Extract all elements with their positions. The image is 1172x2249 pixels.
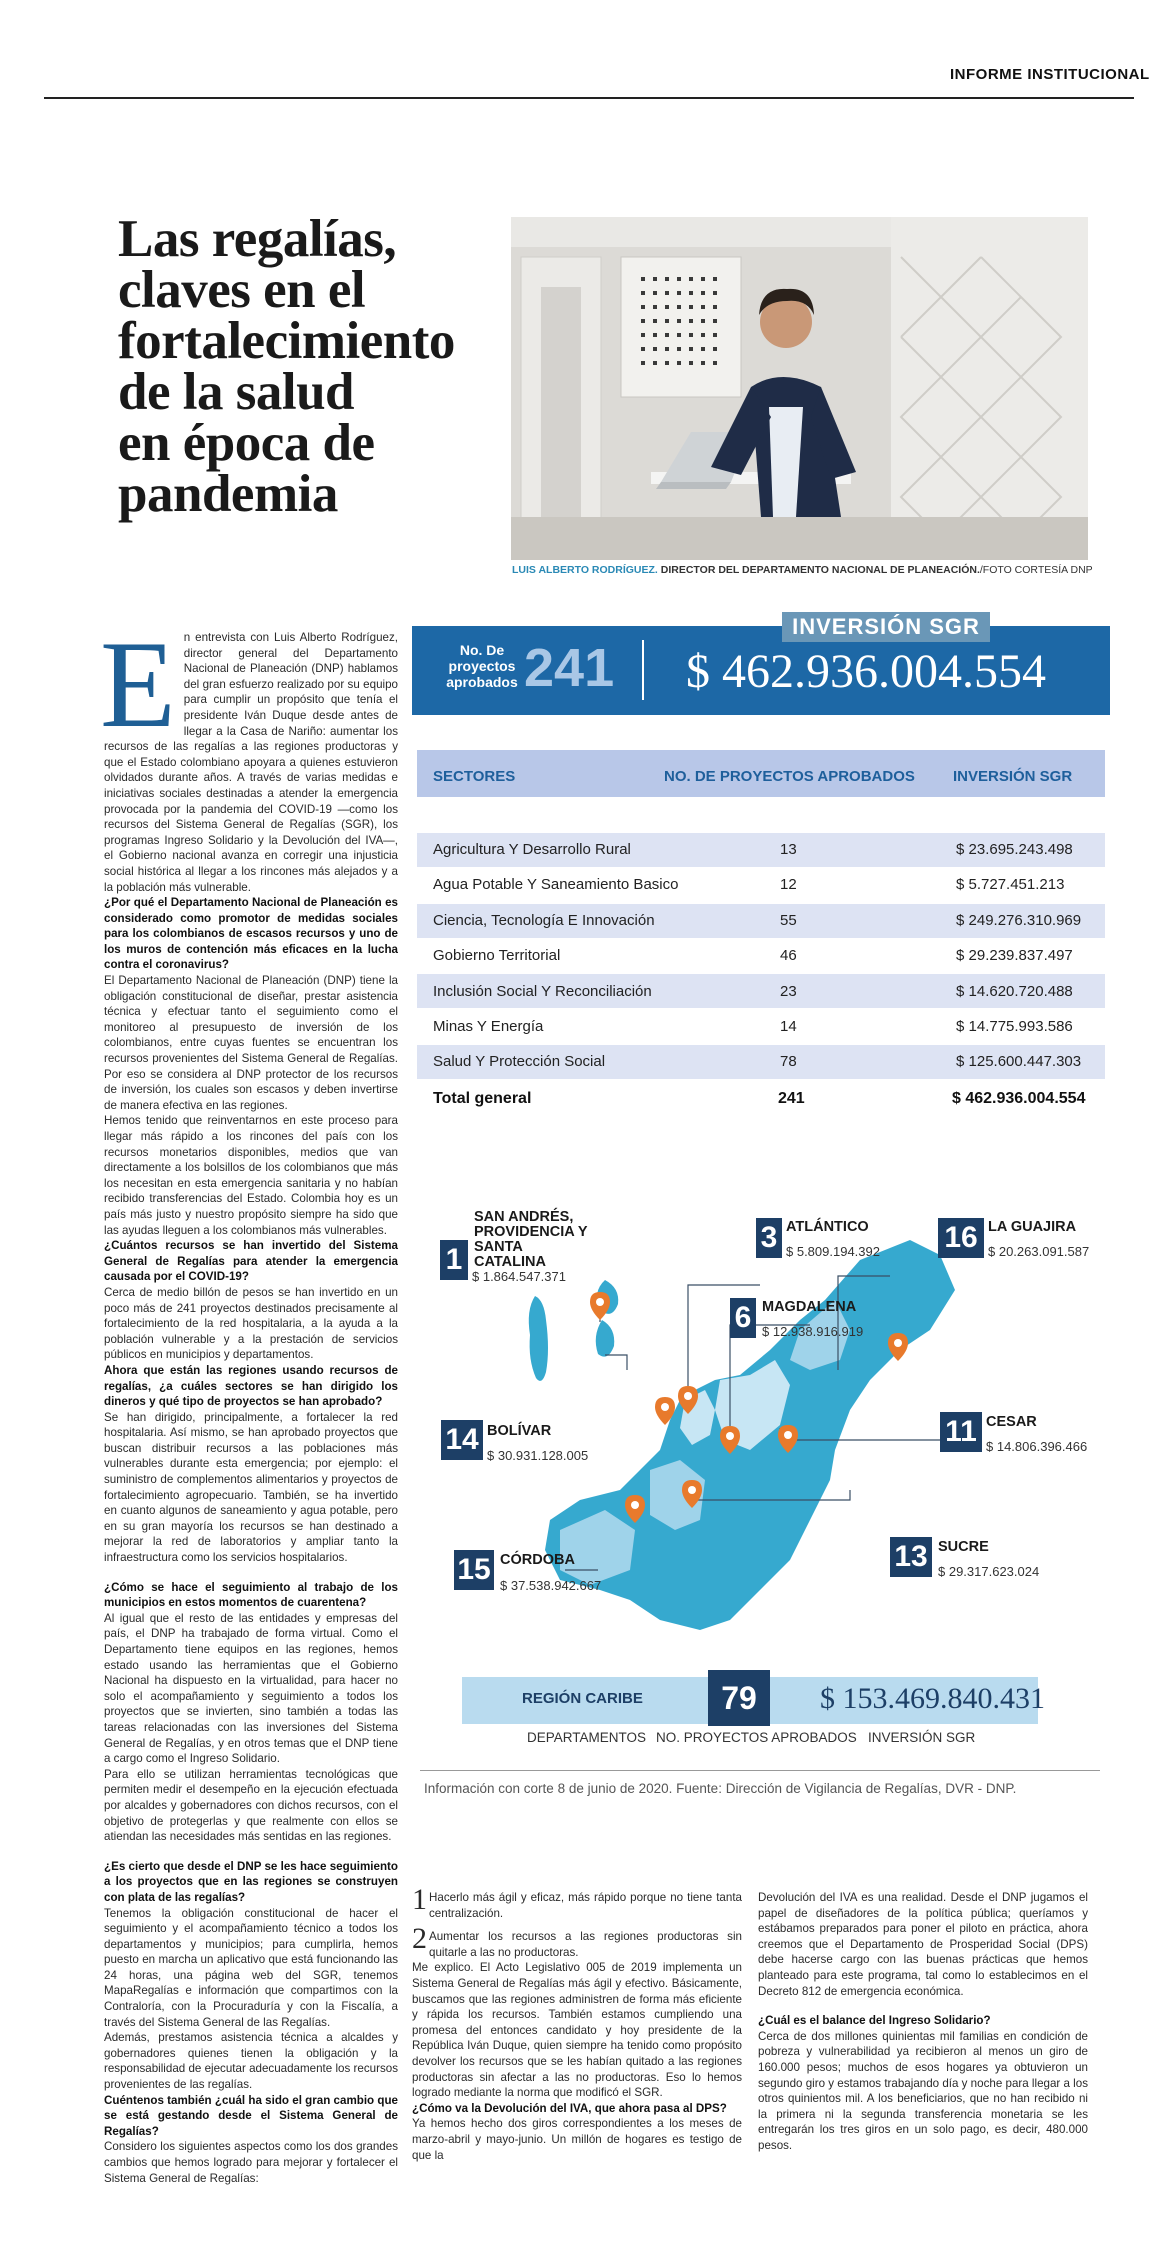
investment-cell: $ 29.239.837.497 (956, 947, 1073, 964)
region-sub-label: NO. PROYECTOS APROBADOS (656, 1730, 857, 1745)
source-note: Información con corte 8 de junio de 2020. Fuente: Dirección de Vigilancia de Regalías, DVR - DNP. (424, 1781, 1017, 1796)
question: ¿Es cierto que desde el DNP se les hace seguimiento a los proyectos que en las regiones se construyen con plata de las regalías? (104, 1859, 398, 1904)
region-name: REGIÓN CARIBE (522, 1690, 643, 1707)
department-number: 14 (441, 1420, 483, 1460)
question: Cuéntenos también ¿cuál ha sido el gran cambio que se está gestando desde el Sistema General de Regalías? (104, 2093, 398, 2138)
article-column-3 (758, 1890, 1088, 2154)
region-project-count: 79 (708, 1670, 770, 1726)
total-investment: $ 462.936.004.554 (952, 1090, 1086, 1107)
investment-cell: $ 14.775.993.586 (956, 1018, 1073, 1035)
numbered-point (412, 1883, 742, 1921)
department-investment: $ 30.931.128.005 (487, 1448, 589, 1463)
paragraph: Además, prestamos asistencia técnica a alcaldes y gobernadores quienes tienen la obligación y la responsabilidad de ejecutar adecuadamente los recursos provenientes de las regalías. (104, 2031, 398, 2092)
department-name: CESAR (986, 1414, 1037, 1430)
investment-cell: $ 14.620.720.488 (956, 983, 1073, 1000)
caption-name: LUIS ALBERTO RODRÍGUEZ. (512, 564, 658, 576)
article-column-2 (412, 1883, 742, 2163)
source-rule (420, 1770, 1100, 1771)
investment-total: $ 462.936.004.554 (686, 645, 1046, 698)
projects-label: No. De proyectos aprobados (446, 642, 518, 690)
sector-cell: Gobierno Territorial (433, 947, 561, 964)
investment-cell: $ 125.600.447.303 (956, 1053, 1082, 1070)
department-investment: $ 12.938.916.919 (762, 1324, 864, 1339)
question: ¿Cómo se hace el seguimiento al trabajo de los municipios en estos momentos de cuarentena? (104, 1580, 398, 1610)
point-number: 1 (412, 1883, 427, 1916)
paragraph: Cerca de dos millones quinientas mil familias en condición de pobreza y vulnerabilidad ya recibieron al menos un giro de 160.000 pesos; muchos de esos hogares ya obtuvieron un segundo giro y estamos trabajando día y noche para llegar a los otros quinientos mil. A los beneficiarios, que no han recibido ni la primera ni la segunda transferencia monetaria se les entregarán los tres giros en un solo pago, es decir, 480.000 pesos. (758, 2029, 1088, 2152)
paragraph: Devolución del IVA es una realidad. Desde el DNP jugamos el papel de diseñadores de la política pública; queríamos y estábamos preparados para poner el piloto en práctica, ahora creemos que el Departamento de Prosperidad Social (DPS) debe hacerse cargo con las buenas prácticas que hemos planteado para este programa, tal como lo establecimos en el Decreto 812 de emergencia económica. (758, 1891, 1088, 1998)
column-header: SECTORES (433, 768, 516, 785)
map-pin-icon (590, 1292, 610, 1320)
department-number: 1 (440, 1240, 468, 1280)
header-rule (44, 97, 1134, 99)
count-cell: 78 (780, 1053, 797, 1070)
question: ¿Cómo va la Devolución del IVA, que ahora pasa al DPS? (412, 2101, 727, 2115)
paragraph: Me explico. El Acto Legislativo 005 de 2019 implementa un Sistema General de Regalías más ágil y efectivo. Básicamente, buscamos que las regiones administren de forma más eficiente y rápida los recursos. También estamos cumpliendo una promesa del entonces candidato y hoy presidente de la República Iván Duque, quien siempre ha tenido como propósito devolver los recursos que se les habían quitado a las regiones productoras sin afectar a las no productoras. Eso lo hemos logrado mediante la norma que modificó el SGR. (412, 1961, 742, 2100)
department-name: ATLÁNTICO (786, 1219, 869, 1235)
region-investment: $ 153.469.840.431 (820, 1682, 1045, 1715)
column-header: NO. DE PROYECTOS APROBADOS (664, 768, 915, 785)
paragraph: Ya hemos hecho dos giros correspondientes a los meses de marzo-abril y mayo-junio. Un millón de hogares es testigo de que la (412, 2117, 742, 2162)
paragraph: El Departamento Nacional de Planeación (DNP) tiene la obligación constitucional de diseñar, prestar asistencia técnica y efectuar tanto el seguimiento como el monitoreo al presupuesto de inversión de los colombianos, entre cuyas fuentes se encuentran los recursos provenientes del Sistema General de Regalías. Por eso se considera al DNP protector de los recursos de inversión, los cuales son escasos y deben invertirse de manera efectiva en las regiones. (104, 974, 398, 1112)
region-sub-label: INVERSIÓN SGR (868, 1730, 976, 1745)
department-number: 6 (730, 1298, 756, 1338)
department-name: BOLÍVAR (487, 1423, 552, 1439)
department-number: 15 (454, 1550, 494, 1590)
department-name: LA GUAJIRA (988, 1219, 1077, 1235)
count-cell: 12 (780, 876, 797, 893)
department-number: 16 (938, 1218, 984, 1258)
caption-role: DIRECTOR DEL DEPARTAMENTO NACIONAL DE PLANEACIÓN. (660, 564, 980, 576)
numbered-point (412, 1922, 742, 1960)
count-cell: 46 (780, 947, 797, 964)
paragraph: Se han dirigido, principalmente, a fortalecer la red hospitalaria. Así mismo, se han aprobado proyectos que buscan distribuir recursos a las poblaciones más vulnerables durante esta emergencia; por ejemplo: el suministro de complementos alimentarios y proyectos de fortalecimiento agropecuario. También, se ha invertido en cuanto algunos de saneamiento y agua potable, pero en su gran mayoría los recursos se han destinado a mejorar la red de laboratorios y ampliar tanto la infraestructura como los servicios hospitalarios. (104, 1410, 398, 1565)
department-investment: $ 29.317.623.024 (938, 1564, 1040, 1579)
caption-credit: /FOTO CORTESÍA DNP (979, 564, 1093, 576)
department-investment: $ 14.806.396.466 (986, 1439, 1088, 1454)
paragraph: Hemos tenido que reinventarnos en este proceso para llegar más rápido a los rincones del país con los recursos monetarios disponibles, medios que van directamente a los bolsillos de los colombianos que más los necesitan en esta emergencia sanitaria y no habían recibido transferencias del Estado. Colombia hoy es un país más justo y nuestro propósito siempre ha sido que las ayudas lleguen a los colombianos más vulnerables. (104, 1114, 398, 1237)
department-investment: $ 37.538.942.667 (500, 1578, 602, 1593)
sector-cell: Inclusión Social Y Reconciliación (433, 983, 652, 1000)
department-investment: $ 5.809.194.392 (786, 1244, 880, 1259)
total-count: 241 (778, 1090, 805, 1107)
count-cell: 13 (780, 841, 797, 858)
department-name: MAGDALENA (762, 1299, 857, 1315)
paragraph: Cerca de medio billón de pesos se han invertido en un poco más de 241 proyectos destinados precisamente al fortalecimiento de la red hospitalaria, a la ayuda a la población vulnerable y a la prestación de servicios públicos en municipios y departamentos. (104, 1285, 398, 1362)
sector-cell: Agricultura Y Desarrollo Rural (433, 841, 631, 858)
investment-cell: $ 249.276.310.969 (956, 912, 1082, 929)
investment-tag: INVERSIÓN SGR (782, 612, 990, 642)
question: ¿Cuál es el balance del Ingreso Solidario? (758, 2014, 991, 2028)
projects-count: 241 (524, 638, 615, 698)
headline-line: pandemia (118, 465, 338, 523)
headline-line: claves en el (118, 261, 366, 319)
total-label: Total general (433, 1090, 532, 1107)
department-name: SAN ANDRÉS, PROVIDENCIA Y SANTA CATALINA (474, 1209, 588, 1270)
department-number: 13 (890, 1537, 932, 1577)
investment-cell: $ 23.695.243.498 (956, 841, 1073, 858)
headline-line: de la salud (118, 363, 355, 421)
question: Ahora que están las regiones usando recursos de regalías, ¿a cuáles sectores se han dirigido los dineros y qué tipo de proyectos se han aprobado? (104, 1363, 398, 1409)
column-header: INVERSIÓN SGR (953, 768, 1073, 785)
count-cell: 23 (780, 983, 797, 1000)
count-cell: 14 (780, 1018, 797, 1035)
headline-line: en época de (118, 414, 375, 472)
question: ¿Cuántos recursos se han invertido del Sistema General de Regalías para atender la emergencia causada por el COVID-19? (104, 1239, 398, 1284)
paragraph: Considero los siguientes aspectos como los dos grandes cambios que hemos logrado para mejorar y fortalecer el Sistema General de Regalías: (104, 2140, 398, 2185)
sector-cell: Salud Y Protección Social (433, 1053, 606, 1070)
paragraph: Al igual que el resto de las entidades y empresas del país, el DNP ha trabajado de forma virtual. Como el Departamento tiene equipos en las regiones, hemos estado usando las herramientas que el Gobierno Nacional ha dispuesto en la virtualidad, para hacer no solo el acompañamiento y seguimiento a todos los proyectos que se invierten, sino también a todas las tareas relacionadas con las inversiones del Sistema General de Regalías, y en otros temas que el DNP tiene a cargo como el Ingreso Solidario. (104, 1611, 398, 1766)
point-text: Hacerlo más ágil y eficaz, más rápido porque no tiene tanta centralización. (429, 1891, 742, 1920)
dropcap: E (100, 616, 176, 753)
portrait-photo (511, 217, 1088, 560)
point-text: Aumentar los recursos a las regiones productoras sin quitarle a las no productoras. (429, 1930, 742, 1959)
point-number: 2 (412, 1922, 427, 1956)
department-name: CÓRDOBA (500, 1552, 575, 1568)
headline-line: fortalecimiento (118, 312, 455, 370)
count-cell: 55 (780, 912, 797, 929)
department-investment: $ 20.263.091.587 (988, 1244, 1090, 1259)
department-number: 11 (940, 1412, 982, 1452)
paragraph: Tenemos la obligación constitucional de hacer el seguimiento y el acompañamiento técnico a todos los departamentos y municipios; para cumplirla, hemos puesto en marcha un aplicativo que está funcionando las 24 horas, una página web del SGR, tenemos MapaRegalías e información que compartimos con la Contraloría, con la Procuraduría y con la Fiscalía, a través del Sistema General de las Regalías. (104, 1906, 398, 2029)
paragraph: n entrevista con Luis Alberto Rodríguez, director general del Departamento Nacional de Planeación (DNP) hablamos del gran esfuerzo realizado por su equipo para cumplir un propósito que tenía el presidente Iván Duque desde antes de llegar a la Casa de Nariño: aumentar los recursos de las regalías a las regiones productoras y que el Estado colombiano apoyara a quienes estuvieron olvidados durante años. A través de varias medidas e iniciativas sociales destinadas a atender la emergencia provocada por la pandemia del COVID-19 —como los recursos del Sistema General de Regalías (SGR), los programas Ingreso Solidario y la Devolución del IVA—, el Gobierno nacional avanza en corregir una injusticia social histórica al llegar a los rincones más alejados y a la población más vulnerable. (104, 631, 398, 894)
question: ¿Por qué el Departamento Nacional de Planeación es considerado como promotor de medidas sociales para los colombianos de escasos recursos y uno de los muros de contención más eficaces en la lucha contra el coronavirus? (104, 896, 398, 972)
headline (118, 210, 508, 523)
paragraph: Para ello se utilizan herramientas tecnológicas que permiten medir el desempeño en la ejecución efectuada por alcaldes y gobernadores con dichos recursos, con el objetivo de protegerlas y que realmente con ellos se atiendan las necesidades más sentidas en las regiones. (104, 1767, 398, 1844)
sector-cell: Agua Potable Y Saneamiento Basico (433, 876, 679, 893)
region-sub-label: DEPARTAMENTOS (527, 1730, 647, 1745)
investment-cell: $ 5.727.451.213 (956, 876, 1065, 893)
banner-divider (642, 640, 644, 700)
photo-caption (512, 564, 1093, 576)
headline-line: Las regalías, (118, 210, 397, 268)
department-investment: $ 1.864.547.371 (472, 1269, 566, 1284)
article-column-1 (100, 616, 398, 2186)
sector-cell: Minas Y Energía (433, 1018, 544, 1035)
department-number: 3 (756, 1218, 782, 1258)
section-label: INFORME INSTITUCIONAL (950, 66, 1150, 83)
sector-cell: Ciencia, Tecnología E Innovación (433, 912, 655, 929)
department-name: SUCRE (938, 1539, 989, 1555)
